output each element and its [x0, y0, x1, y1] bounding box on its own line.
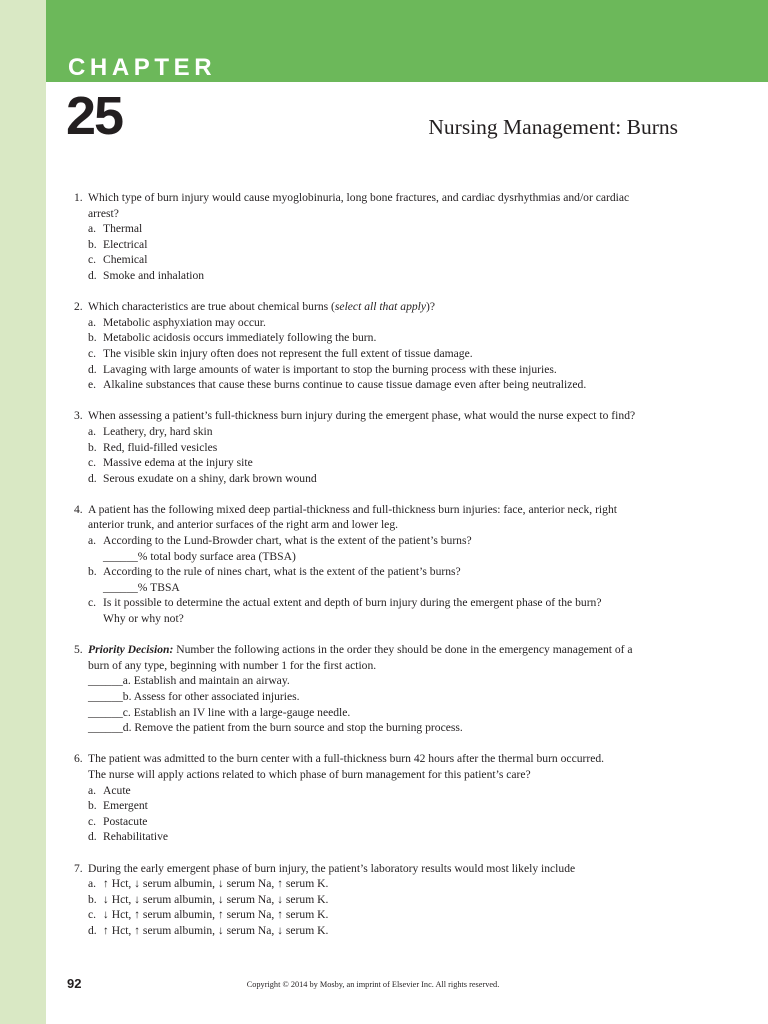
question-stem [74, 642, 694, 658]
option-text: Establish and maintain an airway. [133, 674, 290, 688]
option-text: Alkaline substances that cause these burns continue to cause tissue damage even after being neutralized. [103, 378, 587, 392]
stem-continuation: arrest? [88, 206, 119, 220]
blank-line: ______ [88, 674, 123, 688]
option-text: Serous exudate on a shiny, dark brown wound [103, 471, 317, 485]
question-7 [74, 861, 694, 939]
option-text: ↓ Hct, ↓ serum albumin, ↓ serum Na, ↓ serum K. [103, 892, 329, 906]
option-text: ↑ Hct, ↑ serum albumin, ↓ serum Na, ↓ serum K. [103, 923, 329, 937]
answer-option [74, 907, 694, 923]
option-text: According to the rule of nines chart, what is the extent of the patient’s burns? [103, 565, 461, 579]
option-letter: a. [88, 315, 97, 329]
question-stem [74, 299, 694, 315]
option-letter: d. [88, 268, 97, 282]
answer-option [74, 268, 694, 284]
option-letter: a. [88, 424, 97, 438]
ordering-item [74, 705, 694, 721]
blank-line: ______ [88, 721, 123, 735]
stem-text: Number the following actions in the order they should be done in the emergency management of a [173, 643, 633, 657]
option-letter: d. [88, 830, 97, 844]
option-text: The visible skin injury often does not represent the full extent of tissue damage. [103, 346, 473, 360]
answer-option [74, 424, 694, 440]
option-letter: c. [88, 253, 97, 267]
option-letter: a. [88, 783, 97, 797]
stem-text: A patient has the following mixed deep partial-thickness and full-thickness burn injuries: face, anterior neck, right [88, 502, 617, 516]
chapter-number: 25 [66, 86, 123, 146]
question-2 [74, 299, 694, 393]
option-text: Thermal [103, 222, 143, 236]
page-number: 92 [67, 976, 82, 991]
question-1 [74, 190, 694, 284]
option-text: Is it possible to determine the actual extent and depth of burn injury during the emergent phase of the burn? [103, 596, 602, 610]
answer-option [74, 221, 694, 237]
option-letter: b. [88, 799, 97, 813]
stem-text-end: )? [426, 300, 436, 314]
answer-option [74, 252, 694, 268]
question-stem [74, 751, 694, 767]
option-letter: c. [122, 705, 131, 719]
stem-text: When assessing a patient’s full-thickness burn injury during the emergent phase, what would the nurse expect to find? [88, 409, 636, 423]
tbsa-answer-line: ______% TBSA [103, 580, 180, 594]
question-number: 7. [74, 861, 83, 875]
option-text: Lavaging with large amounts of water is important to stop the burning process with these injuries. [103, 362, 557, 376]
select-all-instruction: select all that apply [334, 300, 427, 314]
option-letter: c. [88, 456, 97, 470]
option-text: According to the Lund-Browder chart, what is the extent of the patient’s burns? [103, 534, 472, 548]
option-letter: b. [88, 892, 97, 906]
answer-option [74, 346, 694, 362]
answer-option [74, 455, 694, 471]
chapter-label: CHAPTER [68, 54, 217, 81]
stem-text: During the early emergent phase of burn injury, the patient’s laboratory results would most likely include [88, 861, 576, 875]
option-letter: b. [88, 440, 97, 454]
question-4 [74, 502, 694, 627]
answer-option [74, 595, 694, 611]
question-number: 1. [74, 191, 83, 204]
stem-text: Which type of burn injury would cause myoglobinuria, long bone fractures, and cardiac dysrhythmias and/or cardiac [88, 191, 630, 204]
option-letter: b. [88, 331, 97, 345]
question-stem [74, 861, 694, 877]
copyright-notice: Copyright © 2014 by Mosby, an imprint of Elsevier Inc. All rights reserved. [246, 980, 500, 989]
blank-line: ______ [88, 690, 123, 703]
answer-option [74, 315, 694, 331]
question-number: 2. [74, 300, 83, 314]
option-text: Electrical [103, 237, 148, 251]
answer-option [74, 829, 694, 845]
option-letter: b. [122, 690, 132, 703]
option-letter: c. [88, 908, 97, 922]
option-letter: a. [122, 674, 131, 688]
option-letter: c. [88, 346, 97, 360]
question-list [74, 190, 694, 954]
answer-option [74, 362, 694, 378]
answer-option [74, 892, 694, 908]
left-margin-band [0, 0, 46, 1024]
option-text: Massive edema at the injury site [103, 456, 253, 470]
option-text: Rehabilitative [103, 830, 169, 844]
question-stem [74, 190, 694, 206]
answer-option [74, 564, 694, 580]
question-number: 3. [74, 409, 83, 423]
question-number: 5. [74, 643, 83, 657]
option-letter: d. [88, 471, 97, 485]
option-letter: c. [88, 596, 97, 610]
answer-option [74, 814, 694, 830]
answer-option [74, 237, 694, 253]
option-text: Smoke and inhalation [103, 268, 205, 282]
option-text: Metabolic acidosis occurs immediately following the burn. [103, 331, 377, 345]
question-number: 6. [74, 752, 83, 766]
tbsa-answer-line: ______% total body surface area (TBSA) [103, 549, 296, 563]
answer-option [74, 798, 694, 814]
option-letter: a. [88, 877, 97, 891]
option-text: Leathery, dry, hard skin [103, 424, 213, 438]
ordering-item [74, 720, 694, 736]
option-text: Emergent [103, 799, 148, 813]
option-letter: c. [88, 814, 97, 828]
option-letter: b. [88, 237, 97, 251]
stem-continuation: burn of any type, beginning with number 1 for the first action. [88, 658, 377, 672]
question-stem [74, 408, 694, 424]
option-text: Postacute [103, 814, 148, 828]
option-text: Metabolic asphyxiation may occur. [103, 315, 266, 329]
option-letter: b. [88, 565, 97, 579]
chapter-title: Nursing Management: Burns [428, 115, 678, 139]
answer-option [74, 923, 694, 939]
ordering-item [74, 689, 694, 705]
answer-option [74, 533, 694, 549]
option-text: Remove the patient from the burn source and stop the burning process. [134, 721, 463, 735]
option-text: Assess for other associated injuries. [133, 690, 300, 703]
ordering-item [74, 673, 694, 689]
option-text: ↑ Hct, ↓ serum albumin, ↓ serum Na, ↑ serum K. [103, 877, 329, 891]
option-letter: a. [88, 222, 97, 236]
answer-option [74, 377, 694, 393]
option-text: Chemical [103, 253, 148, 267]
answer-option [74, 783, 694, 799]
option-letter: d. [122, 721, 132, 735]
stem-text: The patient was admitted to the burn center with a full-thickness burn 42 hours after the thermal burn occurred. [88, 752, 605, 766]
option-letter: d. [88, 362, 97, 376]
option-text: Establish an IV line with a large-gauge needle. [133, 705, 351, 719]
question-3 [74, 408, 694, 486]
option-continuation: Why or why not? [103, 612, 184, 626]
answer-option [74, 471, 694, 487]
question-number: 4. [74, 502, 83, 516]
answer-option [74, 876, 694, 892]
answer-option [74, 330, 694, 346]
stem-continuation: anterior trunk, and anterior surfaces of the right arm and lower leg. [88, 518, 399, 532]
question-5 [74, 642, 694, 736]
question-stem [74, 502, 694, 518]
option-letter: d. [88, 923, 97, 937]
option-letter: e. [88, 378, 97, 392]
option-text: Acute [103, 783, 131, 797]
option-text: ↓ Hct, ↑ serum albumin, ↑ serum Na, ↑ serum K. [103, 908, 329, 922]
priority-decision-label: Priority Decision: [88, 643, 174, 657]
blank-line: ______ [88, 705, 123, 719]
stem-continuation: The nurse will apply actions related to which phase of burn management for this patient’s care? [88, 767, 531, 781]
question-6 [74, 751, 694, 845]
option-text: Red, fluid-filled vesicles [103, 440, 218, 454]
stem-text: Which characteristics are true about chemical burns ( [88, 300, 335, 314]
option-letter: a. [88, 534, 97, 548]
answer-option [74, 440, 694, 456]
